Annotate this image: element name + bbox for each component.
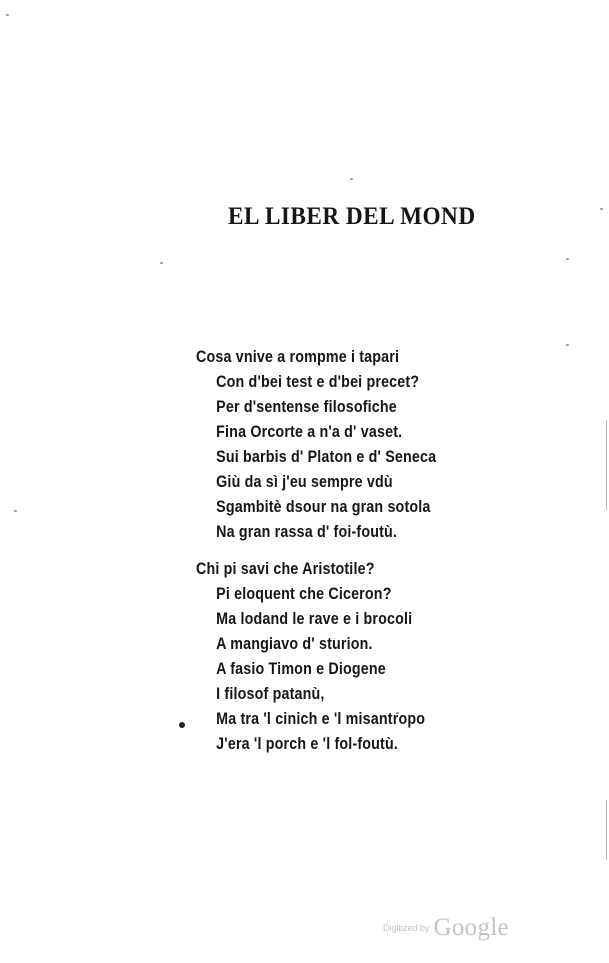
poem-body bbox=[196, 344, 482, 768]
poem-title: EL LIBER DEL MOND bbox=[228, 203, 476, 230]
stanza-1 bbox=[196, 344, 482, 544]
poem-line: I filosof patanù, bbox=[216, 684, 325, 703]
poem-line: A mangiavo d' sturion. bbox=[216, 634, 373, 653]
poem-line: Pi eloquent che Ciceron? bbox=[216, 584, 392, 603]
poem-line: Ma tra 'l cinich e 'l misantropo bbox=[216, 709, 426, 728]
page-speck bbox=[6, 14, 9, 16]
poem-line: Sgambitè dsour na gran sotola bbox=[216, 497, 431, 516]
poem-line: Sui barbis d' Platon e d' Seneca bbox=[216, 447, 437, 466]
poem-line: Na gran rassa d' foi-foutù. bbox=[216, 522, 398, 541]
digitization-watermark bbox=[383, 914, 509, 942]
stanza-2 bbox=[196, 556, 482, 756]
page-edge-line bbox=[606, 800, 607, 860]
poem-line: A fasio Timon e Diogene bbox=[216, 659, 386, 678]
page-speck bbox=[350, 178, 353, 180]
page-speck bbox=[160, 262, 163, 264]
page-edge-line bbox=[606, 420, 607, 510]
page-speck bbox=[566, 344, 569, 346]
page-speck bbox=[600, 208, 603, 210]
poem-line: Giù da sì j'eu sempre vdù bbox=[216, 472, 393, 491]
poem-line: J'era 'l porch e 'l fol-foutù. bbox=[216, 734, 399, 753]
poem-line: Cosa vnive a rompme i tapari bbox=[196, 347, 400, 366]
page-speck bbox=[566, 258, 569, 260]
watermark-prefix: Digitized by bbox=[383, 923, 430, 933]
poem-line: Chi pi savi che Aristotile? bbox=[196, 559, 375, 578]
poem-line: Per d'sentense filosofiche bbox=[216, 397, 397, 416]
page-speck bbox=[14, 510, 17, 512]
poem-line: Con d'bei test e d'bei precet? bbox=[216, 372, 420, 391]
watermark-brand: Google bbox=[433, 914, 509, 941]
poem-line: Ma lodand le rave e i brocoli bbox=[216, 609, 413, 628]
margin-dot-mark bbox=[179, 722, 185, 728]
poem-line: Fina Orcorte a n'a d' vaset. bbox=[216, 422, 403, 441]
